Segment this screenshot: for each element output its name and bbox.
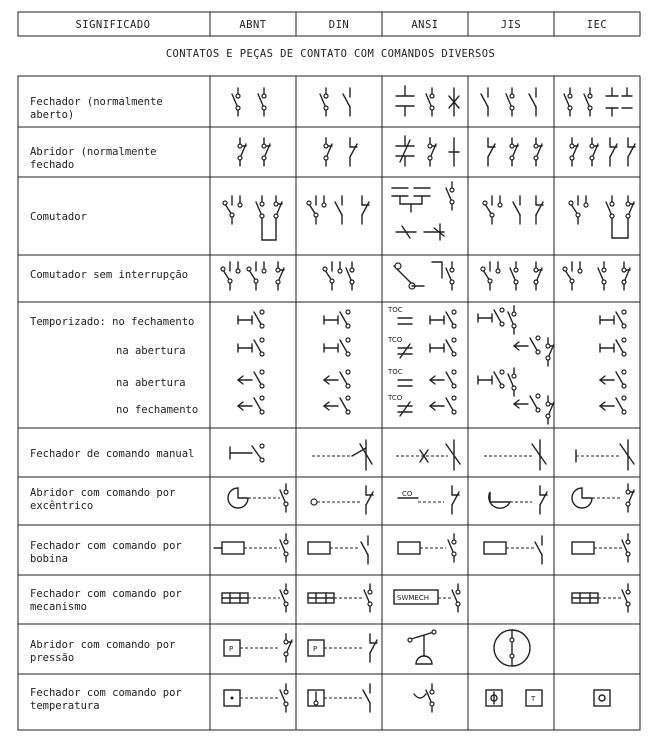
din-pressao-p-label: P: [313, 645, 318, 653]
row-label-abridor: Abridor (normalmente fechado: [30, 146, 157, 171]
abnt-pressao-symbol: [224, 634, 292, 662]
iec-comutador-symbol-3: [626, 196, 634, 224]
row-mecanismo-symbols: [222, 584, 630, 612]
iec-excentrico-symbol: [572, 484, 634, 512]
abnt-csi-symbol: [221, 262, 240, 290]
iec-temperatura-symbol: [594, 690, 610, 706]
abnt-bobina-symbol: [214, 534, 288, 562]
iec-bobina-symbol: [572, 534, 630, 562]
row-sub-na-abertura-2: na abertura: [116, 377, 186, 389]
din-excentrico-symbol: [311, 486, 373, 514]
din-bobina-symbol: [308, 536, 368, 564]
din-csi-symbol: [323, 262, 342, 290]
abnt-comutador-symbol: [223, 196, 242, 224]
iec-temp-abertura-2-symbol: [600, 370, 626, 388]
jis-manual-symbol: [484, 440, 546, 470]
abnt-abridor-symbol: [238, 138, 246, 166]
section-title: CONTATOS E PEÇAS DE CONTATO COM COMANDOS DIVERSOS: [165, 48, 496, 60]
abnt-csi-symbol-3: [276, 262, 284, 290]
din-temp-fechamento-symbol: [324, 310, 350, 328]
row-comando-manual-symbols: [230, 440, 634, 470]
abnt-temperatura-symbol: [224, 684, 288, 712]
ansi-manual-symbol: [396, 440, 460, 470]
jis-pressao-symbol: [494, 630, 530, 666]
ansi-temp-symbols: [387, 306, 456, 416]
iec-csi-symbol-2: [598, 262, 606, 290]
ansi-co-label: CO: [402, 490, 413, 498]
row-label-temperatura: Fechador com comando por temperatura: [30, 687, 182, 712]
header-iec: IEC: [586, 19, 608, 31]
row-label-comando-manual: Fechador de comando manual: [30, 448, 195, 460]
jis-comutador-symbol-3: [536, 196, 543, 224]
iec-csi-symbol: [563, 262, 582, 290]
jis-fechador-symbol-2: [506, 88, 514, 116]
din-abridor-symbol: [324, 138, 332, 166]
jis-temperatura-symbol: [486, 690, 542, 706]
row-comutador-symbols: [223, 182, 634, 240]
ansi-abridor-symbol-2: [428, 138, 436, 166]
header-din: DIN: [328, 19, 350, 31]
iec-fechador-symbol-2: [584, 88, 592, 116]
iec-manual-symbol: [576, 440, 634, 470]
din-comutador-symbol-2: [335, 196, 342, 224]
jis-bobina-symbol: [484, 536, 542, 564]
row-label-excentrico: Abridor com comando por excêntrico: [30, 487, 176, 512]
jis-comutador-symbol-2: [513, 196, 520, 224]
abnt-pressao-p-label: P: [229, 645, 234, 653]
row-pressao-symbols: [224, 630, 530, 666]
abnt-fechador-symbol-2: [258, 88, 266, 116]
din-temp-fechamento-2-symbol: [324, 396, 350, 414]
ansi-temperatura-symbol: [414, 684, 434, 712]
row-label-mecanismo: Fechador com comando por mecanismo: [30, 588, 182, 613]
iec-temp-abertura-symbol: [600, 338, 626, 356]
header-grid: [18, 12, 640, 36]
ansi-mecanismo-symbol: [394, 584, 460, 612]
ansi-excentrico-symbol: [398, 486, 459, 514]
row-label-fechador: Fechador (normalmente aberto): [30, 96, 163, 121]
ansi-pressao-symbol: [408, 630, 436, 664]
din-comutador-symbol-3: [362, 196, 369, 224]
din-fechador-symbol-2: [343, 88, 350, 116]
jis-csi-symbol: [481, 262, 500, 290]
iec-abridor-symbol-2: [590, 138, 598, 166]
ansi-tco-label-1: TCO: [388, 336, 403, 344]
row-temperatura-symbols: [224, 684, 610, 712]
ansi-comutador-symbol: [392, 182, 454, 240]
header-ansi: ANSI: [411, 19, 439, 31]
iec-abridor-symbol-4: [628, 138, 635, 166]
header-jis: JIS: [500, 19, 522, 31]
iec-temp-fechamento-symbol: [600, 310, 626, 328]
iec-fechador-symbol-3: [606, 88, 632, 116]
abnt-fechador-symbol: [232, 88, 240, 116]
jis-abridor-symbol-3: [534, 138, 542, 166]
abnt-comutador-link: [262, 224, 276, 240]
abnt-manual-symbol: [230, 444, 264, 462]
jis-csi-symbol-2: [510, 262, 518, 290]
iec-abridor-symbol: [570, 138, 578, 166]
din-manual-symbol: [312, 440, 372, 470]
jis-fechador-symbol: [481, 88, 488, 116]
row-label-comutador: Comutador: [30, 211, 87, 223]
ansi-abridor-symbol-3: [449, 138, 459, 166]
row-label-bobina: Fechador com comando por bobina: [30, 540, 182, 565]
iec-csi-symbol-3: [622, 262, 630, 290]
row-sub-na-abertura-1: na abertura: [116, 345, 186, 357]
header-significado: SIGNIFICADO: [75, 19, 151, 31]
abnt-mecanismo-symbol: [222, 584, 288, 612]
row-fechador-symbols: [232, 86, 632, 116]
abnt-temp-abertura-symbol: [238, 338, 264, 356]
ansi-abridor-symbol: [396, 136, 414, 166]
jis-comutador-symbol: [483, 196, 502, 224]
din-comutador-symbol: [307, 196, 326, 224]
din-csi-symbol-2: [346, 262, 354, 290]
abnt-csi-symbol-2: [247, 262, 266, 290]
jis-abridor-symbol: [488, 138, 495, 166]
jis-temp-symbols: [478, 306, 554, 424]
abnt-excentrico-symbol: [228, 484, 288, 512]
ansi-fechador-symbol: [396, 86, 414, 116]
ansi-fechador-symbol-2: [426, 88, 434, 116]
jis-excentrico-symbol: [489, 486, 547, 514]
row-label-comutador-sem-interrupcao: Comutador sem interrupção: [30, 269, 189, 281]
jis-temperatura-t-label: T: [531, 695, 536, 703]
din-abridor-symbol-2: [350, 138, 357, 166]
ansi-fechador-symbol-3: [449, 88, 459, 116]
abnt-abridor-symbol-2: [262, 138, 270, 166]
abnt-comutador-symbol-3: [274, 196, 282, 224]
ansi-toc-label-1: TOC: [388, 306, 403, 314]
jis-csi-symbol-3: [534, 262, 542, 290]
jis-fechador-symbol-3: [529, 88, 536, 116]
iec-comutador-symbol-2: [606, 196, 614, 224]
ansi-toc-label-2: TOC: [388, 368, 403, 376]
din-mecanismo-symbol: [308, 584, 372, 612]
row-label-temporizado: Temporizado: no fechamento: [30, 316, 195, 328]
header-abnt: ABNT: [239, 19, 267, 31]
iec-mecanismo-symbol: [572, 584, 630, 612]
row-comutador-sem-interrupcao-symbols: [221, 262, 630, 290]
iec-abridor-symbol-3: [610, 138, 617, 166]
din-temperatura-symbol: [308, 684, 370, 712]
jis-abridor-symbol-2: [510, 138, 518, 166]
ansi-csi-symbol: [394, 262, 454, 290]
iec-comutador-symbol: [569, 196, 588, 224]
ansi-swmech-label: SWMECH: [397, 594, 429, 602]
ansi-tco-label-2: TCO: [388, 394, 403, 402]
abnt-comutador-symbol-2: [256, 196, 264, 224]
row-label-pressao: Abridor com comando por pressão: [30, 639, 176, 664]
row-excentrico-symbols: [228, 484, 634, 514]
din-pressao-symbol: [308, 634, 377, 662]
iec-comutador-link: [612, 224, 628, 238]
abnt-temp-fechamento-2-symbol: [238, 396, 264, 414]
din-fechador-symbol: [320, 88, 328, 116]
din-temp-abertura-symbol: [324, 338, 350, 356]
row-abridor-symbols: [238, 136, 635, 166]
row-sub-no-fechamento: no fechamento: [116, 404, 199, 416]
iec-temp-fechamento-2-symbol: [600, 396, 626, 414]
din-temp-abertura-2-symbol: [324, 370, 350, 388]
abnt-temp-fechamento-symbol: [238, 310, 264, 328]
iec-fechador-symbol: [564, 88, 572, 116]
abnt-temp-abertura-2-symbol: [238, 370, 264, 388]
ansi-bobina-symbol: [398, 534, 456, 562]
row-bobina-symbols: [214, 534, 630, 564]
